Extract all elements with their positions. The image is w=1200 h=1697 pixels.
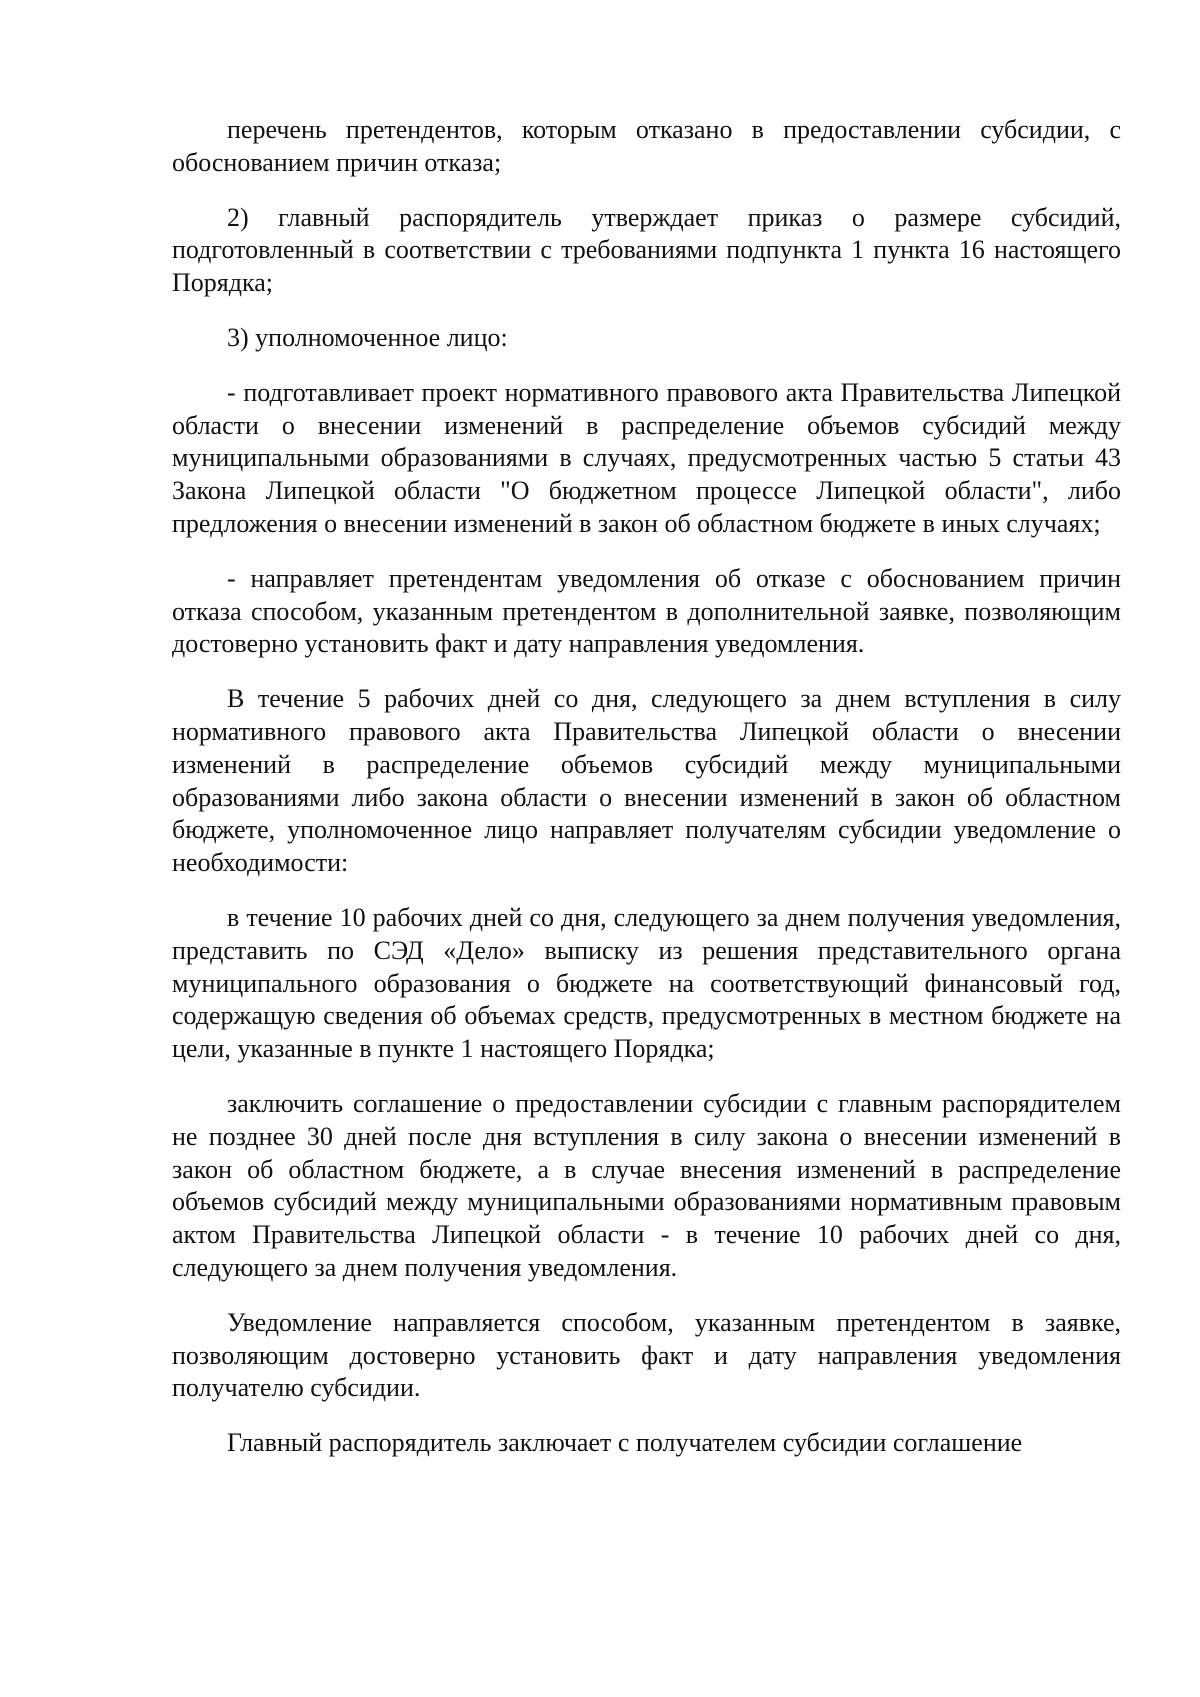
document-body	[172, 114, 1121, 1482]
paragraph-prepares-draft: - подготавливает проект нормативного правового акта Правительства Липецкой области о внесении изменений в распределение объемов субсидий между муниципальными образованиями в случаях, предусмотренных частью 5 статьи 43 Закона Липецкой области "О бюджетном процессе Липецкой области", либо предложения о внесении изменений в закон об областном бюджете в иных случаях;	[172, 377, 1121, 538]
paragraph-within-5-days: В течение 5 рабочих дней со дня, следующего за днем вступления в силу нормативного правового акта Правительства Липецкой области о внесении изменений в распределение объемов субсидий между муниципальными образованиями либо закона области о внесении изменений в закон об областном бюджете, уполномоченное лицо направляет получателям субсидии уведомление о необходимости:	[172, 684, 1121, 878]
paragraph-within-10-days: в течение 10 рабочих дней со дня, следующего за днем получения уведомления, представить по СЭД «Дело» выписку из решения представительного органа муниципального образования о бюджете на соответствующий финансовый год, содержащую сведения об объемах средств, предусмотренных в местном бюджете на цели, указанные в пункте 1 настоящего Порядка;	[172, 902, 1121, 1064]
paragraph-item-2: 2) главный распорядитель утверждает приказ о размере субсидий, подготовленный в соответствии с требованиями подпункта 1 пункта 16 настоящего Порядка;	[172, 202, 1121, 298]
paragraph-main-manager: Главный распорядитель заключает с получателем субсидии соглашение	[227, 1428, 1023, 1458]
paragraph-sends-refusals: - направляет претендентам уведомления об отказе с обоснованием причин отказа способом, указанным претендентом в дополнительной заявке, позволяющим достоверно установить факт и дату направления уведомления.	[172, 563, 1121, 659]
paragraph-refused-list: перечень претендентов, которым отказано в предоставлении субсидии, с обоснованием причин отказа;	[172, 115, 1121, 177]
paragraph-conclude-agreement: заключить соглашение о предоставлении субсидии с главным распорядителем не позднее 30 дней после дня вступления в силу закона о внесении изменений в закон об областном бюджете, а в случае внесения изменений в распределение объемов субсидий между муниципальными образованиями нормативным правовым актом Правительства Липецкой области - в течение 10 рабочих дней со дня, следующего за днем получения уведомления.	[172, 1088, 1121, 1282]
paragraph-item-3: 3) уполномоченное лицо:	[227, 322, 508, 352]
paragraph-notification-method: Уведомление направляется способом, указанным претендентом в заявке, позволяющим достоверно установить факт и дату направления уведомления получателю субсидии.	[172, 1307, 1121, 1403]
